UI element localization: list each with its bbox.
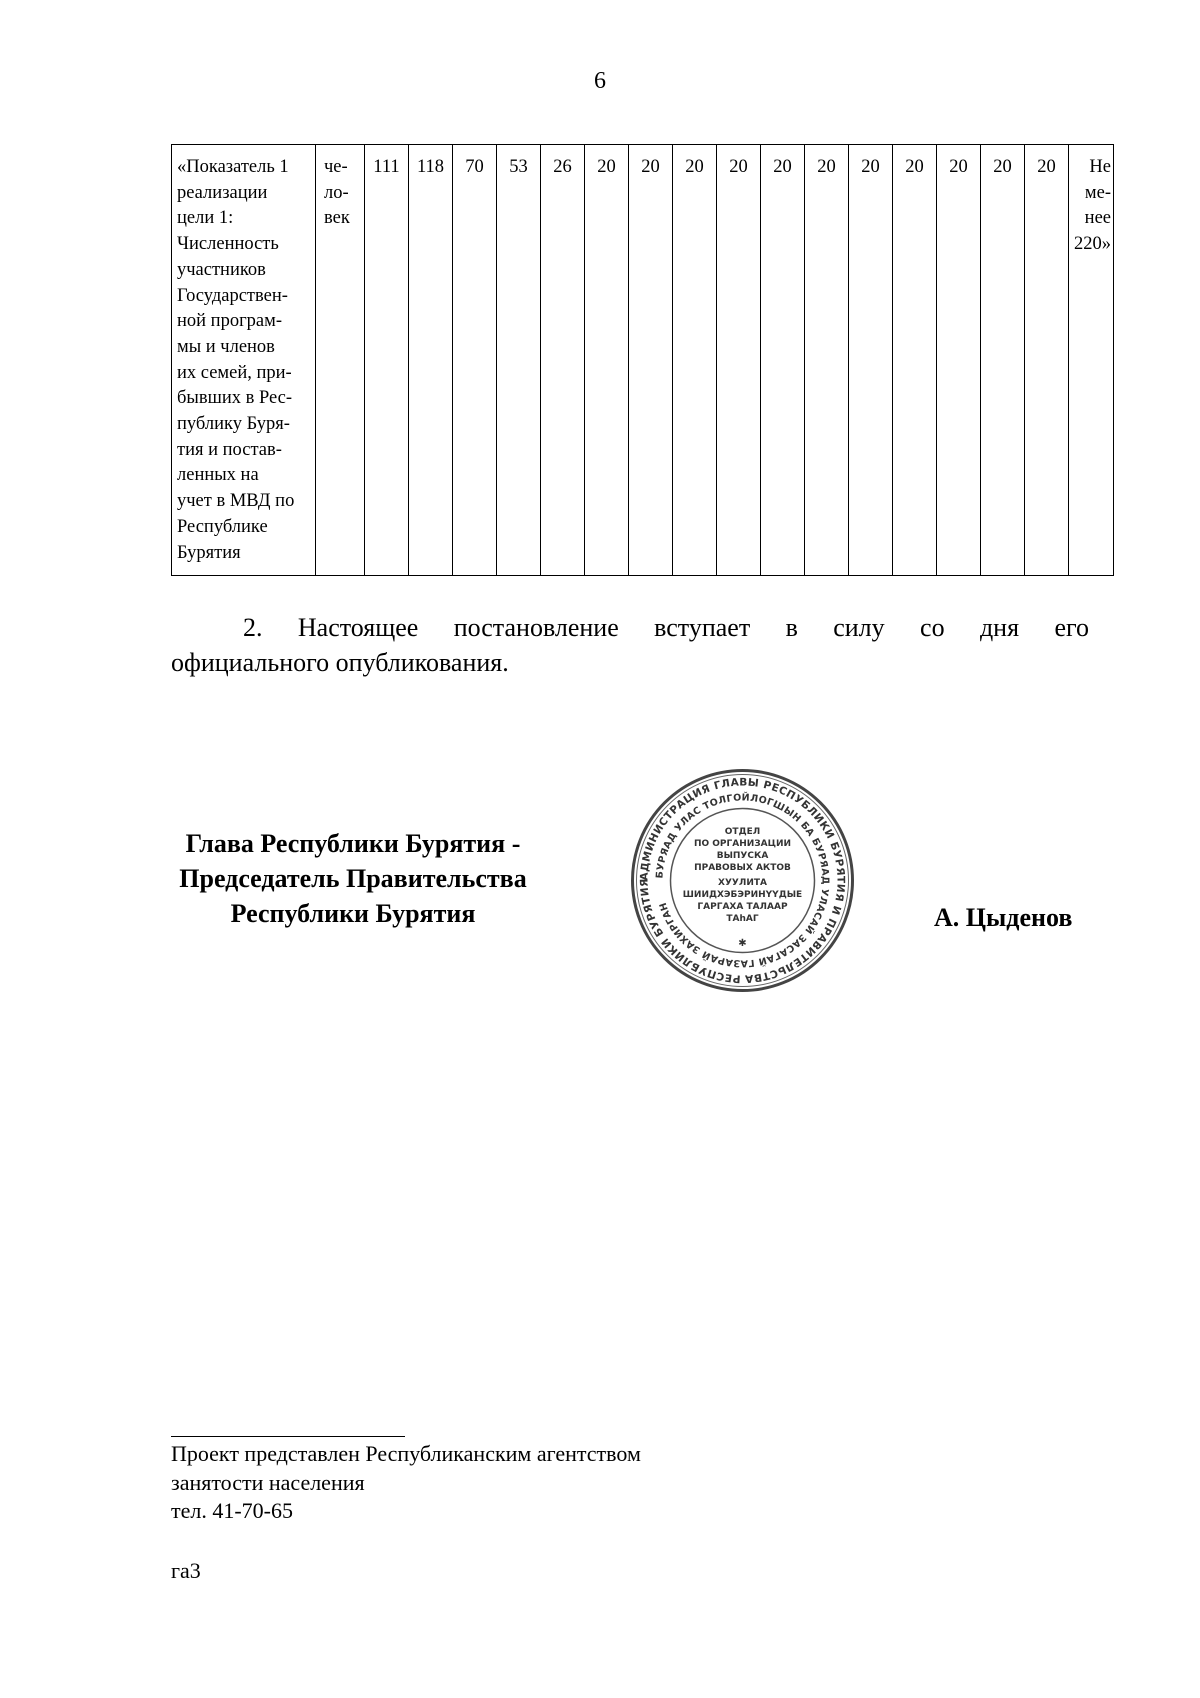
value-cell: 20: [893, 145, 937, 576]
value-cell: 20: [761, 145, 805, 576]
target-value-cell: [1069, 145, 1114, 576]
paragraph-word: Настоящее: [297, 613, 419, 642]
value-cell: 70: [453, 145, 497, 576]
value-cell: 118: [409, 145, 453, 576]
indicator-name-line: ной програм-: [177, 311, 282, 332]
seal-inner-text: БУРЯАД УЛАС ТОЛГОЙЛОГШЫН БА БУРЯАД УЛАСАЙ ЗАСАГАЙ ГАЗАРАЙ ЗАХИРГАН: [654, 792, 831, 969]
unit-line: ло-: [324, 182, 349, 203]
target-value-line: нее: [1084, 208, 1111, 229]
value-cell: 20: [629, 145, 673, 576]
page-number: 6: [594, 68, 606, 94]
value-cell: 26: [541, 145, 585, 576]
indicator-name-line: участников: [177, 259, 266, 280]
value-cell: 20: [585, 145, 629, 576]
seal-star-icon: ✱: [738, 938, 747, 949]
seal-center-line: ПРАВОВЫХ АКТОВ: [694, 863, 791, 873]
indicator-name-line: бывших в Рес-: [177, 388, 293, 409]
footnote-divider: [171, 1436, 405, 1437]
paragraph-word: 2.: [243, 613, 263, 642]
table-row: [172, 145, 1114, 576]
unit-cell: [316, 145, 365, 576]
footnote-line: Проект представлен Республиканским агентством: [171, 1441, 641, 1466]
indicator-name-line: цели 1:: [177, 208, 234, 229]
signer-name: А. Цыденов: [934, 903, 1073, 932]
indicator-name-cell: [172, 145, 316, 576]
indicator-name-line: ленных на: [177, 465, 259, 486]
paragraph-line: [171, 610, 1089, 645]
document-code: га3: [171, 1558, 201, 1583]
paragraph-word: постановление: [453, 613, 619, 642]
indicator-name-line: «Показатель 1: [177, 157, 289, 177]
indicator-name-line: публику Буря-: [177, 414, 290, 435]
signatory-title-line: Глава Республики Бурятия -: [185, 829, 521, 858]
value-cell: 20: [1025, 145, 1069, 576]
value-cell: 20: [849, 145, 893, 576]
unit-line: век: [324, 208, 350, 229]
value-cell: 111: [365, 145, 409, 576]
indicator-name-line: Численность: [177, 234, 279, 255]
seal-center-line: ВЫПУСКА: [716, 851, 769, 861]
target-value-line: Не: [1089, 157, 1111, 177]
target-value-line: 220»: [1074, 234, 1111, 255]
paragraph-word: в: [785, 613, 798, 642]
footnote-line: тел. 41-70-65: [171, 1498, 294, 1523]
paragraph-line: официального опубликования.: [171, 648, 509, 677]
value-cell: 20: [805, 145, 849, 576]
indicator-name-line: Государствен-: [177, 285, 288, 306]
signatory-title: [158, 826, 548, 931]
enactment-paragraph: [171, 610, 1089, 680]
indicator-name-line: учет в МВД по: [177, 491, 295, 512]
seal-center-line: ГАРГАХА ТАЛААР: [697, 902, 788, 912]
paragraph-word: со: [920, 613, 945, 642]
indicator-name-line: Республике: [177, 516, 268, 537]
target-value-line: ме-: [1084, 182, 1111, 203]
indicator-name-line: тия и постав-: [177, 439, 282, 460]
paragraph-word: силу: [833, 613, 885, 642]
value-cell: 20: [673, 145, 717, 576]
seal-center-line: ТАһАГ: [726, 914, 759, 924]
paragraph-word: дня: [979, 613, 1020, 642]
indicator-name-line: мы и членов: [177, 336, 275, 357]
signatory-title-line: Республики Бурятия: [230, 899, 476, 928]
value-cell: 20: [981, 145, 1025, 576]
value-cell: 53: [497, 145, 541, 576]
seal-center-line: ПО ОРГАНИЗАЦИИ: [693, 839, 792, 849]
seal-outer-text: АДМИНИСТРАЦИЯ ГЛАВЫ РЕСПУБЛИКИ БУРЯТИЯ И ПРАВИТЕЛЬСТВА РЕСПУБЛИКИ БУРЯТИЯ: [638, 776, 847, 985]
seal-center-line: ОТДЕЛ: [724, 827, 761, 837]
footnote-line: занятости населения: [171, 1469, 365, 1495]
value-cell: 20: [717, 145, 761, 576]
official-seal: [630, 768, 855, 993]
paragraph-word: вступает: [654, 613, 751, 642]
indicator-name-line: их семей, при-: [177, 362, 292, 383]
indicator-table: [171, 144, 1114, 576]
paragraph-word: его: [1054, 613, 1089, 642]
indicator-name-line: Бурятия: [177, 542, 241, 563]
unit-line: че-: [324, 157, 348, 177]
indicator-name-line: реализации: [177, 182, 268, 203]
footnote: [171, 1440, 641, 1526]
signatory-title-line: Председатель Правительства: [179, 864, 527, 893]
seal-center-line: ШИИДХЭБЭРИНҮҮДЫЕ: [682, 890, 803, 900]
value-cell: 20: [937, 145, 981, 576]
seal-center-line: ХУУЛИТА: [718, 878, 767, 888]
